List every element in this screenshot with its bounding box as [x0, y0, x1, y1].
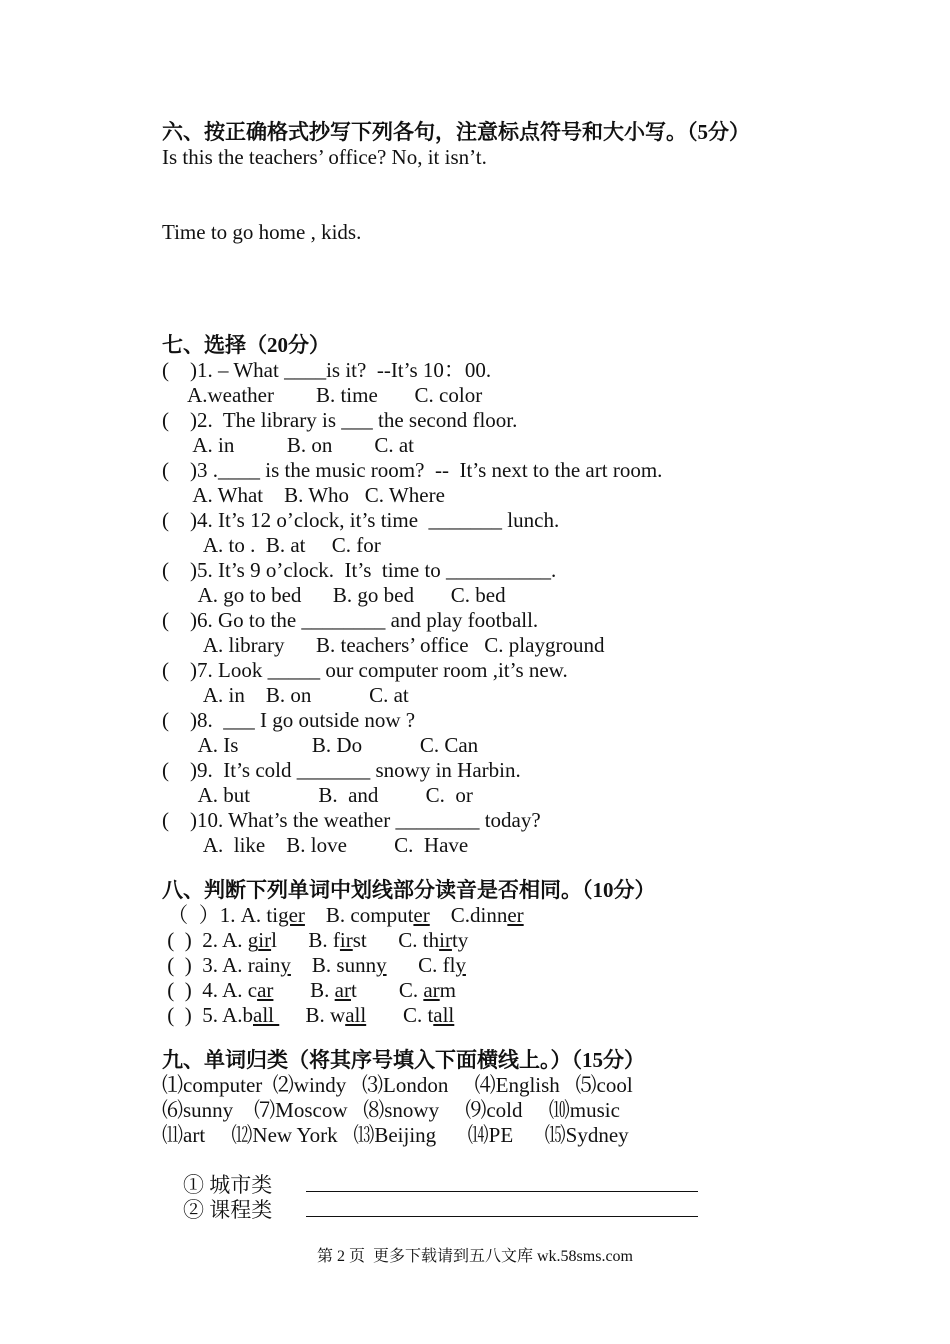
underlined-segment: ar [334, 978, 351, 1002]
choice-question: ( )10. What’s the weather ________ today? [162, 808, 541, 832]
word-row: ⑹sunny ⑺Moscow ⑻snowy ⑼cold ⑽music [162, 1098, 620, 1122]
pronunciation-row [162, 928, 862, 953]
page-footer: 第 2 页 更多下载请到五八文库 wk.58sms.com [316, 1248, 633, 1265]
underlined-segment: y [455, 953, 466, 977]
choice-options: A. What B. Who C. Where [162, 483, 445, 507]
word-row: ⑴computer ⑵windy ⑶London ⑷English ⑸cool [162, 1073, 633, 1097]
underlined-segment: er [413, 903, 430, 927]
word-segment: A. ti [240, 903, 279, 927]
choice-options: A. in B. on C. at [162, 433, 415, 457]
underlined-segment: ir [439, 928, 452, 952]
question-prefix: ( ) 2. [162, 928, 223, 952]
category-city-row [162, 1148, 862, 1197]
worksheet-page [162, 120, 862, 1222]
choice-question: ( )7. Look _____ our computer room ,it’s new. [162, 658, 568, 682]
section-8-title: 八、判断下列单词中划线部分读音是否相同。（10分） [162, 878, 656, 902]
choice-options: A. library B. teachers’ office C. playground [162, 633, 605, 657]
underlined-segment: ar [423, 978, 440, 1002]
word-segment: B. w [279, 1003, 346, 1027]
choice-options: A. but B. and C. or [162, 783, 473, 807]
word-segment: C.dinn [429, 903, 508, 927]
category-subject-label: ② 课程类 [183, 1198, 273, 1222]
choice-question: ( )1. – What ____is it? --It’s 10：00. [162, 358, 492, 382]
pronunciation-question-list [162, 903, 862, 1028]
word-segment: C. t [366, 1003, 434, 1027]
question-prefix: ( ) 5. [162, 1003, 223, 1027]
word-segment: st C. th [352, 928, 440, 952]
choice-options: A. in B. on C. at [162, 683, 409, 707]
choice-options: A. to . B. at C. for [162, 533, 381, 557]
pronunciation-row [162, 953, 862, 978]
word-segment: B. [273, 978, 335, 1002]
underlined-segment: ir [258, 928, 272, 952]
answer-blank-city[interactable] [306, 1173, 698, 1192]
word-segment: B. sunn [290, 953, 377, 977]
choice-question: ( )2. The library is ___ the second floor. [162, 408, 518, 432]
word-row: ⑾art ⑿New York ⒀Beijing ⒁PE ⒂Sydney [162, 1123, 629, 1147]
copy-sentence-1: Is this the teachers’ office? No, it isn’t. [162, 145, 487, 169]
choice-options: A. like B. love C. Have [162, 833, 469, 857]
section-7-title: 七、选择（20分） [162, 333, 330, 357]
word-segment: A. c [222, 978, 258, 1002]
pronunciation-row [162, 978, 862, 1003]
underlined-segment: ir [339, 928, 353, 952]
choice-question: ( )5. It’s 9 o’clock. It’s time to __________. [162, 558, 557, 582]
underlined-segment: er [507, 903, 524, 927]
word-segment: l B. f [271, 928, 340, 952]
underlined-segment: y [280, 953, 291, 977]
choice-question: ( )3 .____ is the music room? -- It’s next to the art room. [162, 458, 663, 482]
choice-options: A. Is B. Do C. Can [162, 733, 479, 757]
word-segment: m [439, 978, 457, 1002]
pronunciation-row [162, 903, 862, 928]
category-city-label: ① 城市类 [183, 1173, 273, 1197]
choice-question: ( )9. It’s cold _______ snowy in Harbin. [162, 758, 521, 782]
question-prefix: （ ）1. [162, 903, 241, 927]
word-segment: C. fl [386, 953, 456, 977]
choice-options: A. go to bed B. go bed C. bed [162, 583, 506, 607]
question-prefix: ( ) 3. [162, 953, 223, 977]
choice-question: ( )8. ___ I go outside now ? [162, 708, 416, 732]
answer-blank-subject[interactable] [306, 1198, 698, 1217]
word-segment: ty [451, 928, 469, 952]
word-segment: B. comput [304, 903, 414, 927]
pronunciation-row [162, 1003, 862, 1028]
word-segment: t C. [351, 978, 424, 1002]
choice-question-list [162, 358, 862, 858]
choice-options: A.weather B. time C. color [162, 383, 483, 407]
word-segment: A. g [222, 928, 259, 952]
underlined-segment: ger [278, 903, 305, 927]
word-segment: A.b [222, 1003, 253, 1027]
copy-sentence-2: Time to go home , kids. [162, 220, 362, 244]
question-prefix: ( ) 4. [162, 978, 223, 1002]
underlined-segment: all [345, 1003, 367, 1027]
word-segment: A. rain [222, 953, 281, 977]
choice-question: ( )4. It’s 12 o’clock, it’s time _______ lunch. [162, 508, 560, 532]
section-6-title: 六、按正确格式抄写下列各句，注意标点符号和大小写。（5分） [162, 120, 750, 144]
underlined-segment: y [376, 953, 387, 977]
underlined-segment: all [253, 1003, 280, 1027]
choice-question: ( )6. Go to the ________ and play football. [162, 608, 539, 632]
underlined-segment: ar [257, 978, 274, 1002]
section-9-title: 九、单词归类（将其序号填入下面横线上。）（15分） [162, 1048, 645, 1072]
underlined-segment: all [433, 1003, 455, 1027]
